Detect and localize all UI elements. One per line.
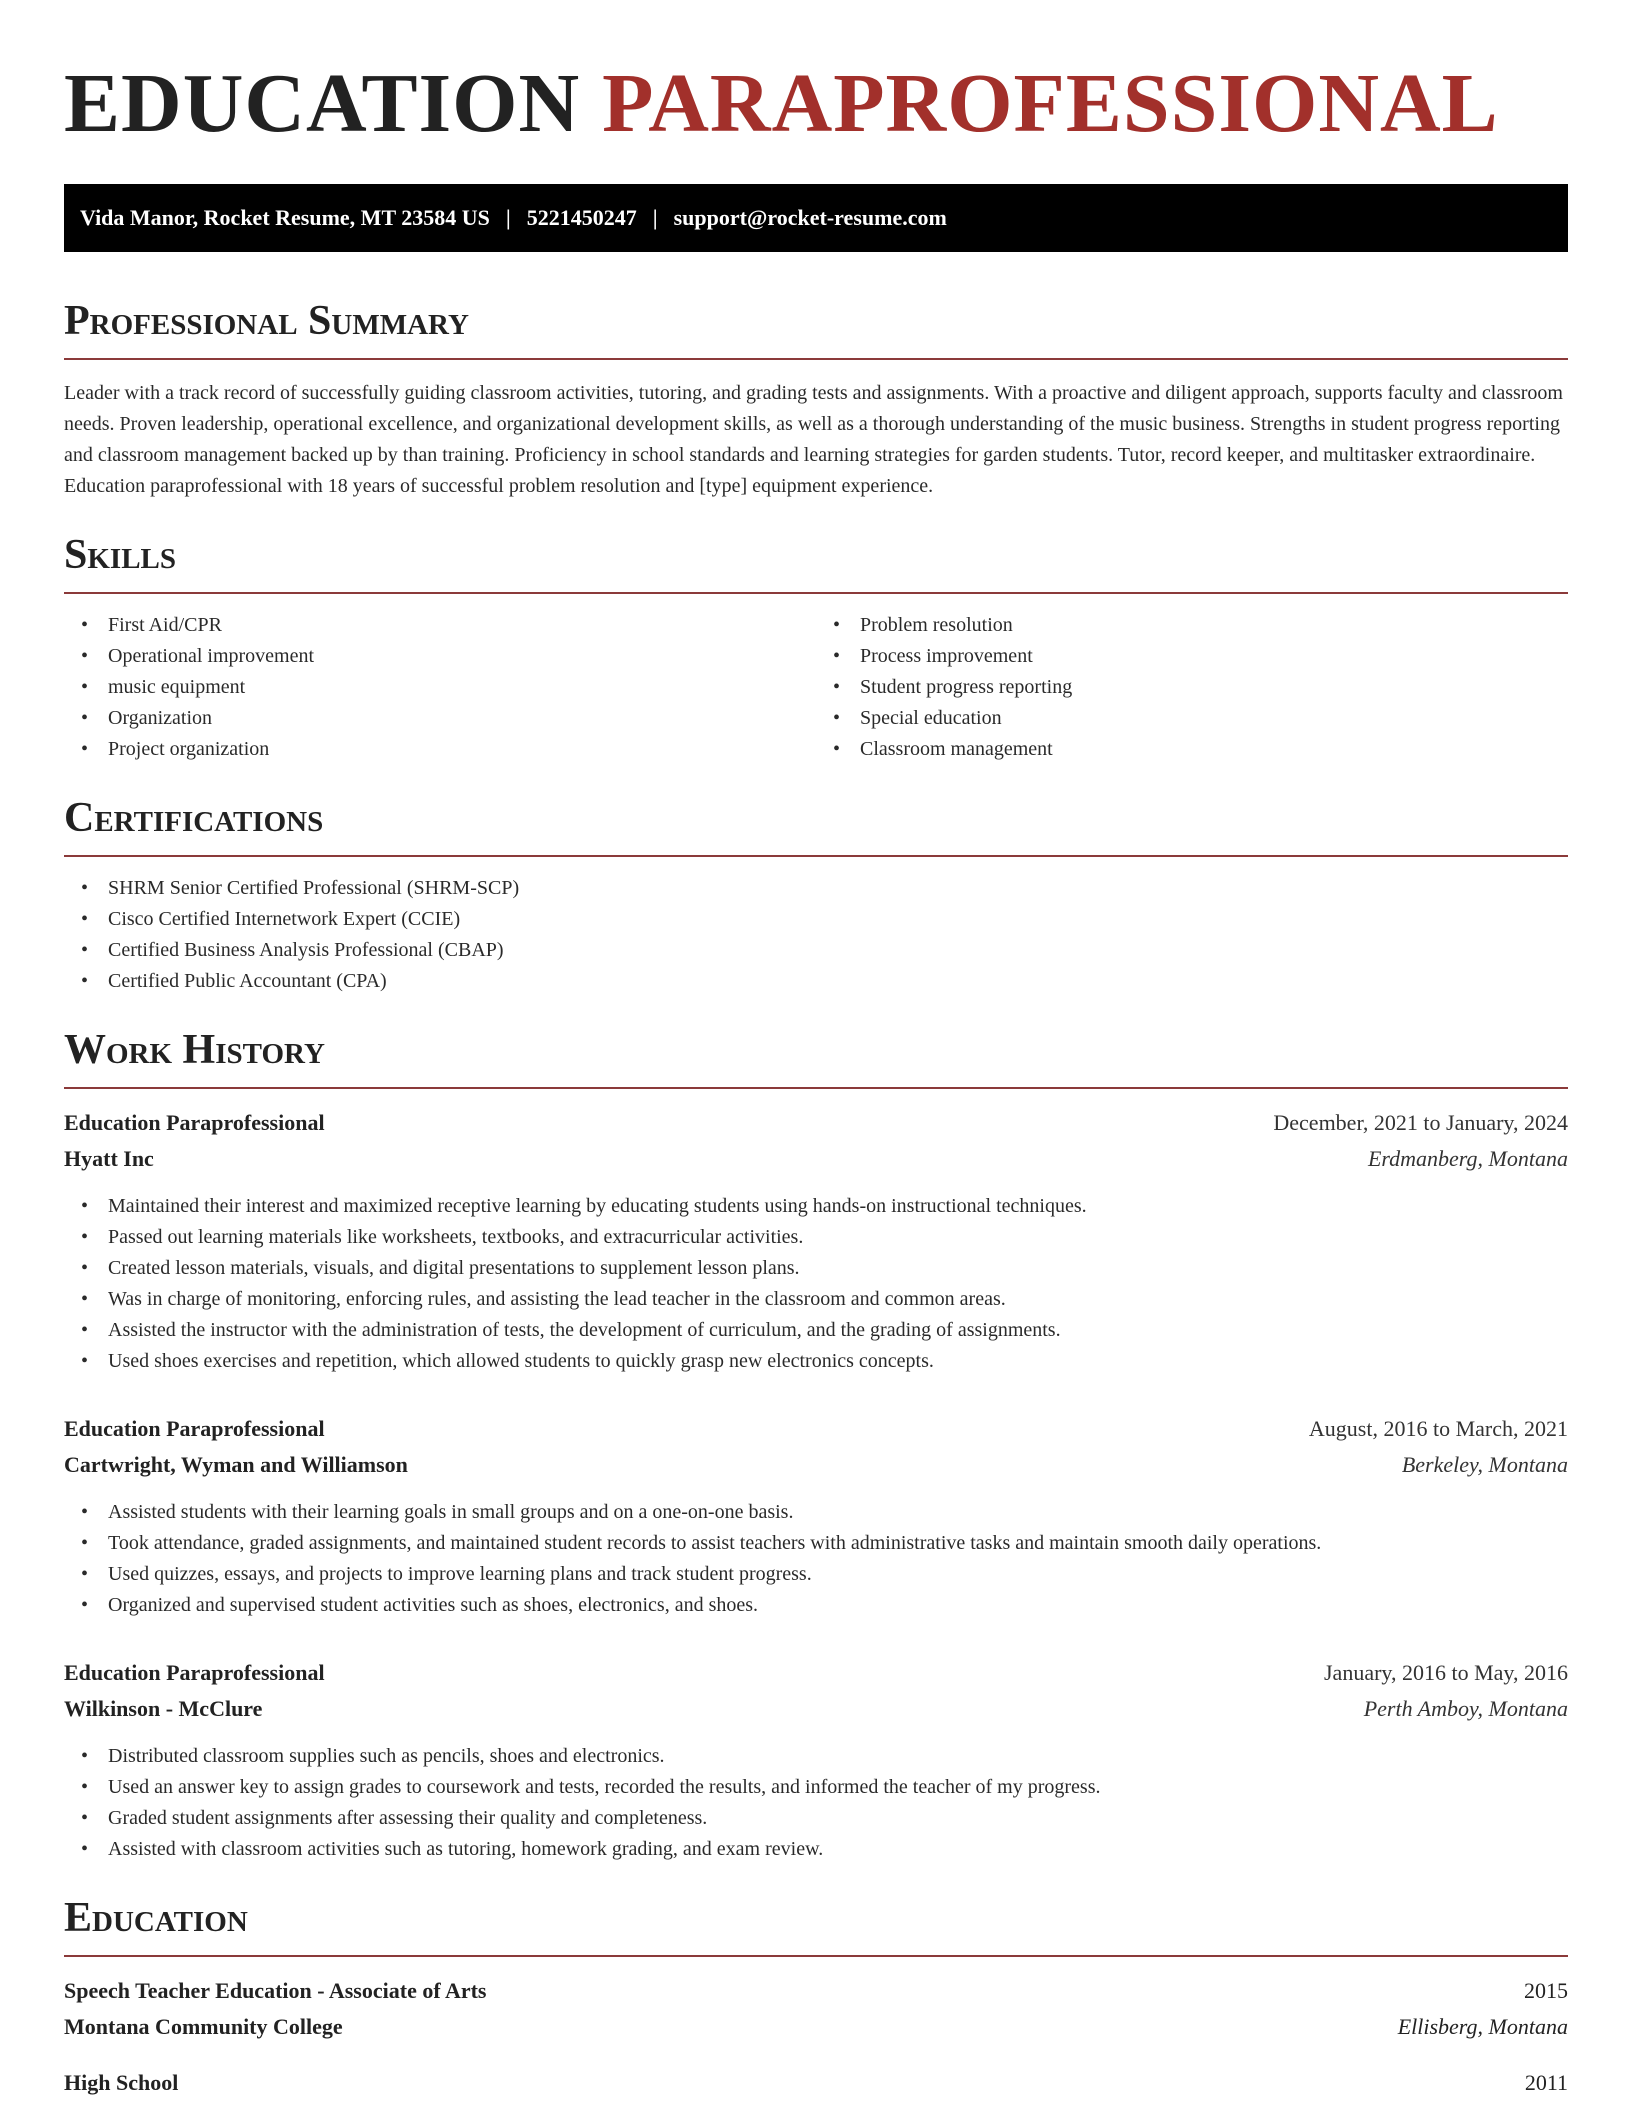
skill-item: • Process improvement xyxy=(816,641,1568,672)
section-divider xyxy=(64,1087,1568,1089)
job-title: Education Paraprofessional xyxy=(64,1110,325,1135)
job-bullet: • Distributed classroom supplies such as pencils, shoes and electronics. xyxy=(64,1741,1568,1772)
certification-item: • Cisco Certified Internetwork Expert (CCIE) xyxy=(64,904,1568,935)
resume-name xyxy=(64,0,1568,152)
job-location: Berkeley, Montana xyxy=(1401,1452,1568,1477)
job-company-row xyxy=(64,1691,1568,1727)
education-year: 2015 xyxy=(1524,1978,1568,2003)
contact-bar xyxy=(64,184,1568,252)
job-bullet: • Passed out learning materials like worksheets, textbooks, and extracurricular activities. xyxy=(64,1222,1568,1253)
skills-section xyxy=(64,530,1568,765)
job-bullet: • Organized and supervised student activities such as shoes, electronics, and shoes. xyxy=(64,1590,1568,1621)
education-school-row xyxy=(64,2009,1568,2045)
name-first: EDUCATION xyxy=(64,57,581,150)
summary-text: Leader with a track record of successfully guiding classroom activities, tutoring, and grading tests and assignments. With a proactive and diligent approach, supports faculty and classroom needs. Proven leadership, operational excellence, and organizational development skills, as well as a thorough understanding of the music business. Strengths in student progress reporting and classroom management backed up by than training. Proficiency in school standards and learning strategies for garden students. Tutor, record keeper, and multitasker extraordinaire. Education paraprofessional with 18 years of successful problem resolution and [type] equipment experience. xyxy=(64,382,1563,497)
education-degree-row xyxy=(64,2065,1568,2101)
job-location: Perth Amboy, Montana xyxy=(1363,1696,1568,1721)
job-bullet: • Maintained their interest and maximized receptive learning by educating students using hands-on instructional techniques. xyxy=(64,1191,1568,1222)
job-header-row xyxy=(64,1411,1568,1447)
section-divider xyxy=(64,855,1568,857)
job-bullet: • Created lesson materials, visuals, and digital presentations to supplement lesson plans. xyxy=(64,1253,1568,1284)
job-entry xyxy=(64,1411,1568,1621)
work-history-heading: Work History xyxy=(64,1027,325,1073)
education-heading: Education xyxy=(64,1895,248,1941)
job-bullet: • Assisted with classroom activities such as tutoring, homework grading, and exam review. xyxy=(64,1834,1568,1865)
skill-item: • First Aid/CPR xyxy=(64,610,816,641)
skill-item: • Classroom management xyxy=(816,734,1568,765)
job-bullet: • Assisted students with their learning goals in small groups and on a one-on-one basis. xyxy=(64,1497,1568,1528)
job-bullet: • Assisted the instructor with the administration of tests, the development of curriculum, and the grading of assignments. xyxy=(64,1315,1568,1346)
summary-section xyxy=(64,296,1568,502)
job-bullet: • Used quizzes, essays, and projects to improve learning plans and track student progress. xyxy=(64,1559,1568,1590)
skill-item: • Organization xyxy=(64,703,816,734)
education-degree: Speech Teacher Education - Associate of Arts xyxy=(64,1978,487,2003)
certification-item: • Certified Business Analysis Professional (CBAP) xyxy=(64,935,1568,966)
skill-item: • Student progress reporting xyxy=(816,672,1568,703)
certifications-list xyxy=(64,873,1568,997)
job-title: Education Paraprofessional xyxy=(64,1660,325,1685)
skill-item: • Project organization xyxy=(64,734,816,765)
certification-item: • Certified Public Accountant (CPA) xyxy=(64,966,1568,997)
contact-separator: | xyxy=(652,205,658,230)
skill-item: • Operational improvement xyxy=(64,641,816,672)
skills-list-left xyxy=(64,610,816,765)
job-company: Hyatt Inc xyxy=(64,1146,154,1171)
skill-item: • Problem resolution xyxy=(816,610,1568,641)
skill-item: • music equipment xyxy=(64,672,816,703)
skills-columns xyxy=(64,610,1568,765)
education-degree: High School xyxy=(64,2070,179,2095)
work-history-section xyxy=(64,1025,1568,1865)
contact-email: support@rocket-resume.com xyxy=(673,205,947,230)
summary-heading: Professional Summary xyxy=(64,298,469,344)
skills-list-right xyxy=(816,610,1568,765)
job-dates: January, 2016 to May, 2016 xyxy=(1324,1660,1568,1685)
skills-heading: Skills xyxy=(64,532,177,578)
name-last: PARAPROFESSIONAL xyxy=(602,57,1499,150)
contact-separator: | xyxy=(505,205,511,230)
education-year: 2011 xyxy=(1524,2070,1568,2095)
job-bullets xyxy=(64,1191,1568,1377)
job-bullet: • Graded student assignments after assessing their quality and completeness. xyxy=(64,1803,1568,1834)
job-bullet: • Was in charge of monitoring, enforcing rules, and assisting the lead teacher in the classroom and common areas. xyxy=(64,1284,1568,1315)
education-section xyxy=(64,1893,1568,2101)
job-entry xyxy=(64,1655,1568,1865)
section-divider xyxy=(64,1955,1568,1957)
job-company-row xyxy=(64,1447,1568,1483)
education-location: Ellisberg, Montana xyxy=(1397,2014,1568,2039)
education-degree-row xyxy=(64,1973,1568,2009)
section-divider xyxy=(64,358,1568,360)
job-header-row xyxy=(64,1655,1568,1691)
job-company: Wilkinson - McClure xyxy=(64,1696,263,1721)
job-location: Erdmanberg, Montana xyxy=(1367,1146,1568,1171)
job-bullet: • Took attendance, graded assignments, and maintained student records to assist teachers with administrative tasks and maintain smooth daily operations. xyxy=(64,1528,1568,1559)
certification-item: • SHRM Senior Certified Professional (SHRM-SCP) xyxy=(64,873,1568,904)
job-bullet: • Used an answer key to assign grades to coursework and tests, recorded the results, and informed the teacher of my progress. xyxy=(64,1772,1568,1803)
education-entry xyxy=(64,2065,1568,2101)
job-dates: December, 2021 to January, 2024 xyxy=(1273,1110,1568,1135)
job-bullet: • Used shoes exercises and repetition, which allowed students to quickly grasp new electronics concepts. xyxy=(64,1346,1568,1377)
job-dates: August, 2016 to March, 2021 xyxy=(1308,1416,1568,1441)
job-company: Cartwright, Wyman and Williamson xyxy=(64,1452,408,1477)
education-school: Montana Community College xyxy=(64,2014,343,2039)
job-title: Education Paraprofessional xyxy=(64,1416,325,1441)
skill-item: • Special education xyxy=(816,703,1568,734)
job-bullets xyxy=(64,1741,1568,1865)
education-entry xyxy=(64,1973,1568,2045)
section-divider xyxy=(64,592,1568,594)
job-header-row xyxy=(64,1105,1568,1141)
certifications-section xyxy=(64,793,1568,997)
job-bullets xyxy=(64,1497,1568,1621)
job-entry xyxy=(64,1105,1568,1377)
contact-phone: 5221450247 xyxy=(526,205,637,230)
contact-address: Vida Manor, Rocket Resume, MT 23584 US xyxy=(80,205,490,230)
job-company-row xyxy=(64,1141,1568,1177)
certifications-heading: Certifications xyxy=(64,795,324,841)
